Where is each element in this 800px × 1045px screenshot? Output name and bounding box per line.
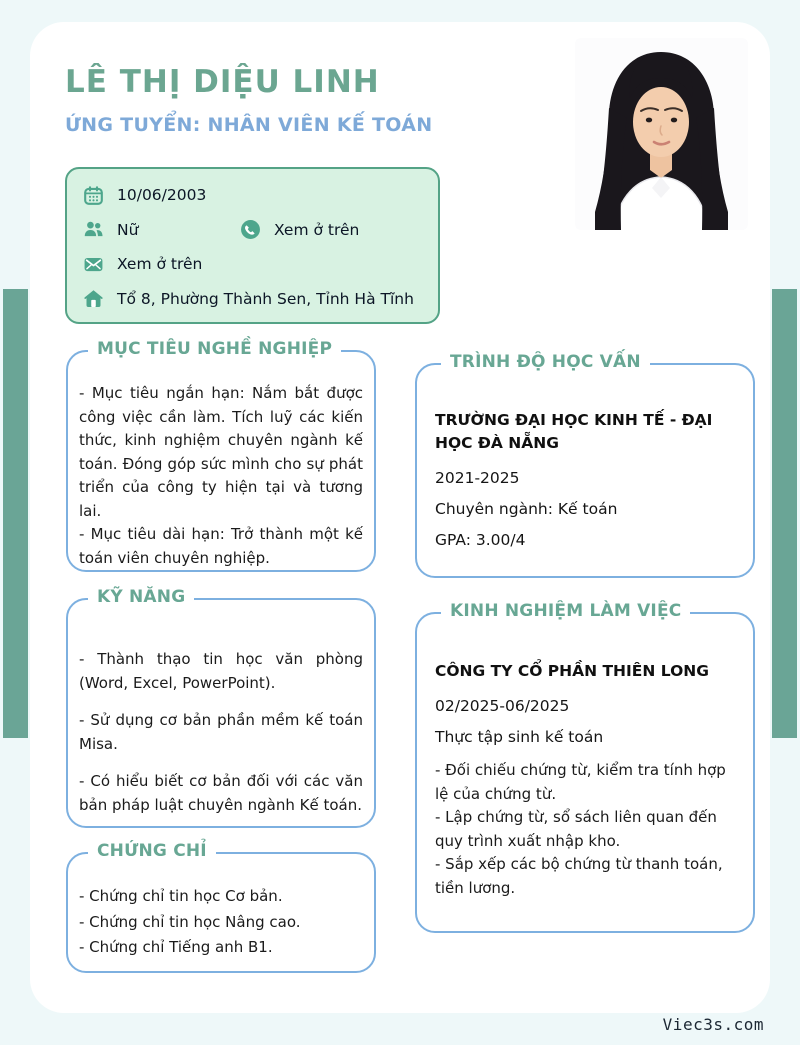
section-experience-title: KINH NGHIỆM LÀM VIỆC <box>441 601 690 621</box>
section-education-title: TRÌNH ĐỘ HỌC VẤN <box>441 352 650 372</box>
experience-role: Thực tập sinh kế toán <box>435 728 604 746</box>
phone-value: Xem ở trên <box>274 220 360 239</box>
experience-company: CÔNG TY CỔ PHẦN THIÊN LONG <box>435 662 709 680</box>
section-certificates-title: CHỨNG CHỈ <box>88 841 216 861</box>
email-value: Xem ở trên <box>117 255 203 274</box>
education-school: TRƯỜNG ĐẠI HỌC KINH TẾ - ĐẠI HỌC ĐÀ NẴNG <box>435 411 713 452</box>
section-skills-title: KỸ NĂNG <box>88 587 194 607</box>
gender-icon <box>83 219 104 240</box>
section-education <box>415 352 755 578</box>
experience-period: 02/2025-06/2025 <box>435 697 570 715</box>
skill-item: - Thành thạo tin học văn phòng (Word, Excel, PowerPoint). <box>79 650 363 692</box>
certificate-item: - Chứng chỉ Tiếng anh B1. <box>79 938 273 956</box>
profile-photo <box>575 38 748 230</box>
left-accent-bar <box>3 289 28 738</box>
certificate-item: - Chứng chỉ tin học Cơ bản. <box>79 887 283 905</box>
experience-duty: - Lập chứng từ, sổ sách liên quan đến quy trình xuất nhập kho. <box>435 808 717 850</box>
contact-box <box>65 167 440 324</box>
objective-text-long-term: - Mục tiêu dài hạn: Trở thành một kế toán viên chuyên nghiệp. <box>79 525 363 567</box>
section-objective <box>66 339 376 572</box>
education-gpa: GPA: 3.00/4 <box>435 531 526 549</box>
gender-value: Nữ <box>117 220 139 239</box>
skill-item: - Sử dụng cơ bản phần mềm kế toán Misa. <box>79 711 363 753</box>
right-accent-bar <box>772 289 797 738</box>
contact-row-gender-phone <box>83 213 422 248</box>
address-value: Tổ 8, Phường Thành Sen, Tỉnh Hà Tĩnh <box>117 289 414 308</box>
skill-item: - Có hiểu biết cơ bản đối với các văn bản pháp luật chuyên ngành Kế toán. <box>79 772 363 814</box>
profile-photo-illustration <box>575 38 748 230</box>
birth-date-value: 10/06/2003 <box>117 186 207 205</box>
cv-card <box>30 22 770 1013</box>
section-certificates <box>66 841 376 973</box>
calendar-icon <box>83 185 104 206</box>
education-major: Chuyên ngành: Kế toán <box>435 500 618 518</box>
candidate-name: LÊ THỊ DIỆU LINH <box>65 64 380 100</box>
contact-row-address <box>83 282 422 317</box>
contact-row-email <box>83 247 422 282</box>
section-experience <box>415 601 755 933</box>
contact-row-birthdate <box>83 178 422 213</box>
home-icon <box>83 288 104 309</box>
site-watermark: Viec3s.com <box>662 1015 764 1034</box>
objective-text-short-term: - Mục tiêu ngắn hạn: Nắm bắt được công việc cần làm. Tích luỹ các kiến thức, kinh nghiệm chuyên ngành kế toán. Đóng góp sức mình cho sự phát triển của công ty hiện tại và tương lai. <box>79 384 363 520</box>
mail-icon <box>83 254 104 275</box>
experience-duty: - Đối chiếu chứng từ, kiểm tra tính hợp lệ của chứng từ. <box>435 761 726 803</box>
education-period: 2021-2025 <box>435 469 520 487</box>
certificate-item: - Chứng chỉ tin học Nâng cao. <box>79 912 301 931</box>
section-skills <box>66 587 376 828</box>
phone-icon <box>240 219 261 240</box>
applied-position: ỨNG TUYỂN: NHÂN VIÊN KẾ TOÁN <box>65 114 433 136</box>
section-objective-title: MỤC TIÊU NGHỀ NGHIỆP <box>88 339 341 359</box>
experience-duty: - Sắp xếp các bộ chứng từ thanh toán, tiền lương. <box>435 855 723 897</box>
